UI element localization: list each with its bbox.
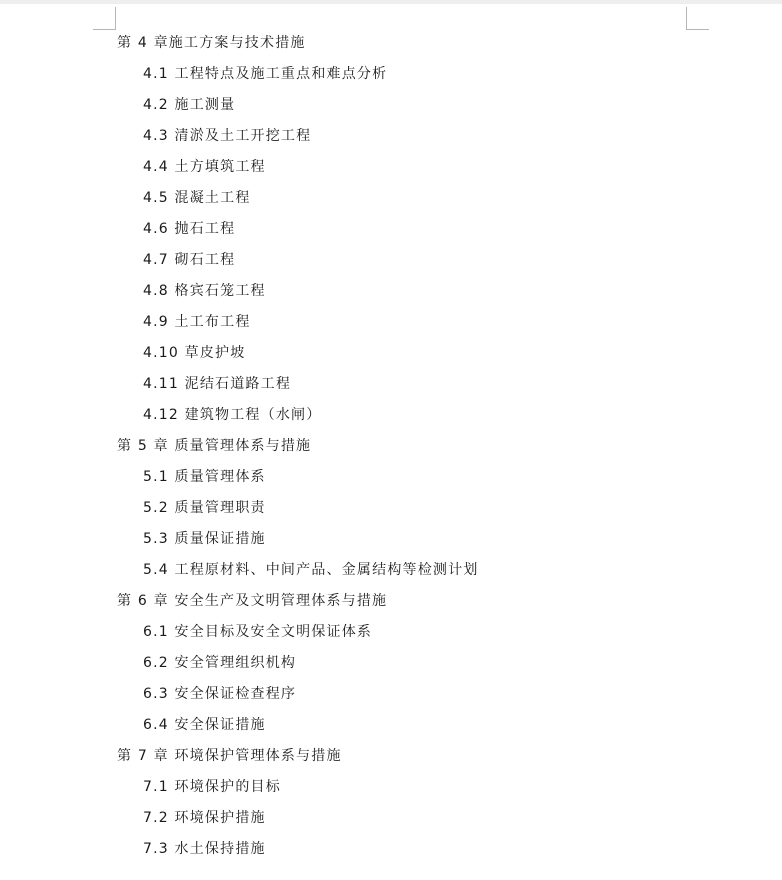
toc-chapter-6[interactable]: 第 6 章 安全生产及文明管理体系与措施 (117, 593, 388, 609)
toc-section-4-3[interactable]: 4.3 清淤及土工开挖工程 (143, 128, 312, 144)
toc-section-6-1[interactable]: 6.1 安全目标及安全文明保证体系 (143, 624, 373, 640)
toc-section-7-3[interactable]: 7.3 水土保持措施 (143, 841, 266, 857)
toc-section-6-4[interactable]: 6.4 安全保证措施 (143, 717, 266, 733)
toc-section-4-8[interactable]: 4.8 格宾石笼工程 (143, 283, 266, 299)
toc-section-5-4[interactable]: 5.4 工程原材料、中间产品、金属结构等检测计划 (143, 562, 479, 578)
toc-section-5-2[interactable]: 5.2 质量管理职责 (143, 500, 266, 516)
toc-chapter-4[interactable]: 第 4 章施工方案与技术措施 (117, 35, 306, 51)
toc-section-4-11[interactable]: 4.11 泥结石道路工程 (143, 376, 292, 392)
toc-section-4-4[interactable]: 4.4 土方填筑工程 (143, 159, 266, 175)
toc-chapter-5[interactable]: 第 5 章 质量管理体系与措施 (117, 438, 312, 454)
toc-chapter-7[interactable]: 第 7 章 环境保护管理体系与措施 (117, 748, 342, 764)
toc-section-6-3[interactable]: 6.3 安全保证检查程序 (143, 686, 297, 702)
toc-section-4-7[interactable]: 4.7 砌石工程 (143, 252, 236, 268)
toc-section-5-1[interactable]: 5.1 质量管理体系 (143, 469, 266, 485)
toc-section-7-2[interactable]: 7.2 环境保护措施 (143, 810, 266, 826)
toc-section-7-1[interactable]: 7.1 环境保护的目标 (143, 779, 281, 795)
window-top-strip (0, 0, 782, 4)
page-corner-mark-left (93, 7, 116, 30)
toc-section-4-2[interactable]: 4.2 施工测量 (143, 97, 236, 113)
page-corner-mark-right (686, 7, 709, 30)
toc-section-4-1[interactable]: 4.1 工程特点及施工重点和难点分析 (143, 66, 388, 82)
toc-section-4-6[interactable]: 4.6 抛石工程 (143, 221, 236, 237)
toc-section-4-12[interactable]: 4.12 建筑物工程（水闸） (143, 407, 322, 423)
toc-section-5-3[interactable]: 5.3 质量保证措施 (143, 531, 266, 547)
toc-section-4-10[interactable]: 4.10 草皮护坡 (143, 345, 246, 361)
toc-section-4-9[interactable]: 4.9 土工布工程 (143, 314, 251, 330)
toc-section-4-5[interactable]: 4.5 混凝土工程 (143, 190, 251, 206)
toc-section-6-2[interactable]: 6.2 安全管理组织机构 (143, 655, 297, 671)
